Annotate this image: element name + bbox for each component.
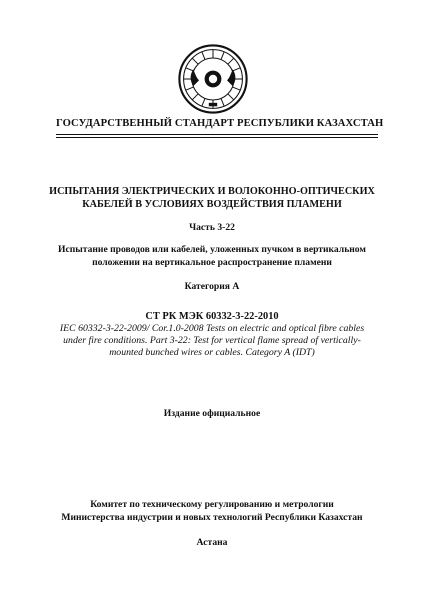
iec-reference bbox=[30, 323, 394, 360]
document-title bbox=[30, 185, 394, 211]
standard-header-line: ГОСУДАРСТВЕННЫЙ СТАНДАРТ РЕСПУБЛИКИ КАЗАХСТАН bbox=[56, 118, 384, 129]
iec-reference-line: under fire conditions. Part 3-22: Test for vertical flame spread of vertically- bbox=[63, 335, 361, 347]
kazakhstan-state-emblem-icon bbox=[178, 44, 248, 114]
title-line: КАБЕЛЕЙ В УСЛОВИЯХ ВОЗДЕЙСТВИЯ ПЛАМЕНИ bbox=[82, 199, 342, 210]
committee-line: Министерства индустрии и новых технологий Республики Казахстан bbox=[61, 512, 363, 523]
committee-line: Комитет по техническому регулированию и метрологии bbox=[90, 499, 334, 510]
iec-reference-line: IEC 60332-3-22-2009/ Cor.1.0-2008 Tests on electric and optical fibre cables bbox=[59, 323, 365, 334]
standard-code: СТ РК МЭК 60332-3-22-2010 bbox=[145, 311, 279, 322]
header-rule-bottom bbox=[56, 137, 378, 138]
subtitle-line: Испытание проводов или кабелей, уложенных пучком в вертикальном bbox=[58, 244, 366, 255]
document-subtitle bbox=[30, 243, 394, 269]
header-rule-top bbox=[56, 134, 378, 135]
title-line: ИСПЫТАНИЯ ЭЛЕКТРИЧЕСКИХ И ВОЛОКОННО-ОПТИЧЕСКИХ bbox=[49, 186, 375, 197]
document-part: Часть 3-22 bbox=[189, 222, 235, 233]
issuing-committee bbox=[30, 498, 394, 524]
iec-reference-line: mounted bunched wires or cables. Category A (IDT) bbox=[109, 347, 315, 359]
document-category: Категория А bbox=[184, 281, 240, 292]
publication-city: Астана bbox=[196, 537, 228, 548]
subtitle-line: положении на вертикальное распространение пламени bbox=[92, 257, 332, 268]
edition-label: Издание официальное bbox=[163, 408, 261, 419]
